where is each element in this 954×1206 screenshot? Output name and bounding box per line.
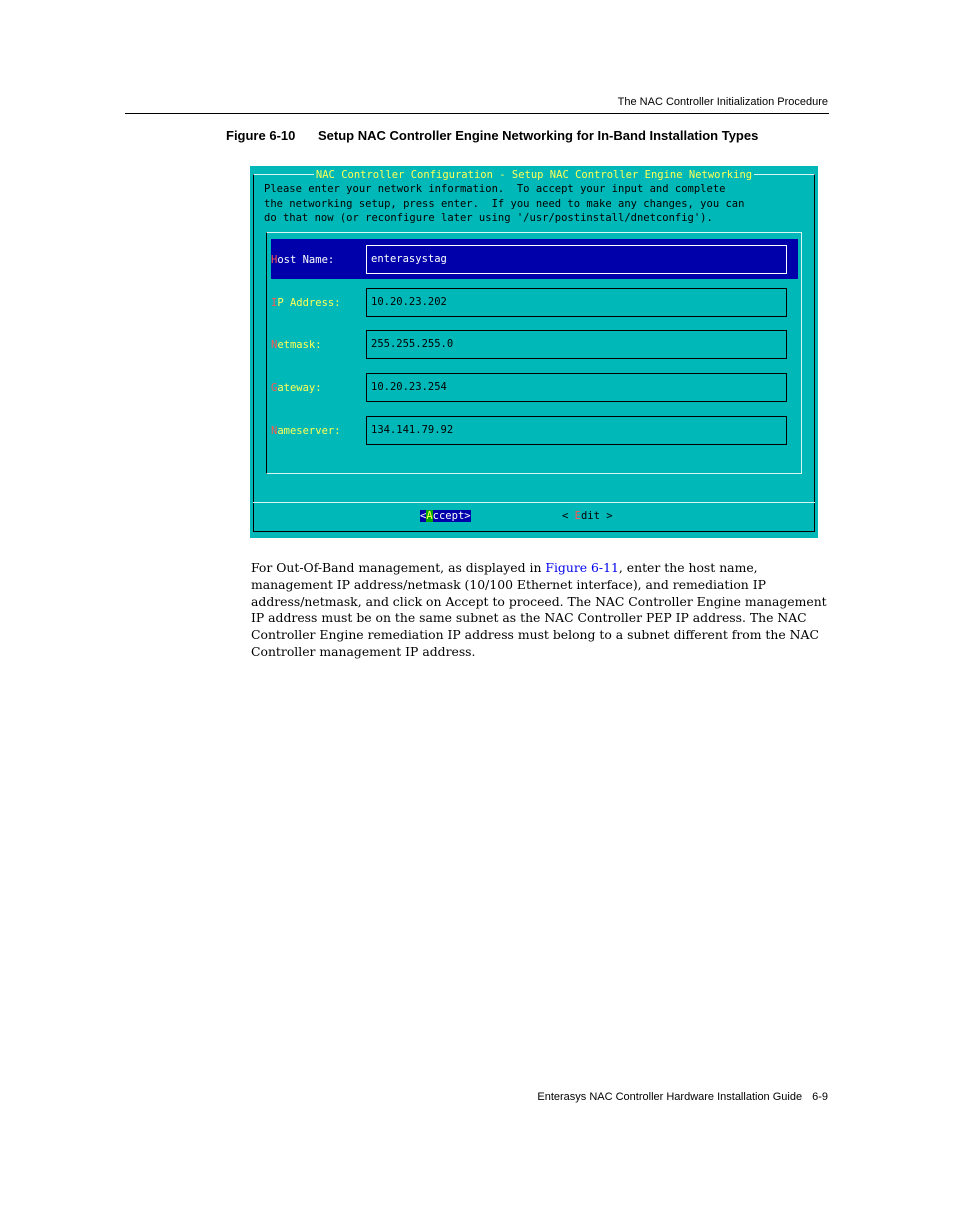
terminal-screenshot [250,166,818,538]
instruction-line: Please enter your network information. To accept your input and complete [264,183,726,195]
ip-address-label: IP Address: [271,297,341,309]
running-header: The NAC Controller Initialization Procedure [617,96,828,108]
header-rule [125,113,829,114]
nameserver-label: Nameserver: [271,425,341,437]
host-name-input[interactable]: enterasystag [366,245,787,274]
dialog-instructions [264,182,812,226]
instruction-line: do that now (or reconfigure later using '/usr/postinstall/dnetconfig'). [264,212,713,224]
ip-address-input[interactable]: 10.20.23.202 [366,288,787,317]
instruction-line: the networking setup, press enter. If you need to make any changes, you can [264,197,745,210]
nameserver-row[interactable] [271,410,798,450]
gateway-input[interactable]: 10.20.23.254 [366,373,787,402]
ip-address-row[interactable] [271,282,798,322]
netmask-row[interactable] [271,324,798,364]
page-footer [537,1091,828,1103]
guide-title: Enterasys NAC Controller Hardware Installation Guide [537,1091,803,1103]
network-form [266,232,802,474]
host-name-label: Host Name: [271,254,335,266]
figure-title: Setup NAC Controller Engine Networking for In-Band Installation Types [318,128,759,143]
accept-button[interactable]: <Accept> [420,510,471,522]
nameserver-input[interactable]: 134.141.79.92 [366,416,787,445]
dialog-title: NAC Controller Configuration - Setup NAC Controller Engine Networking [315,169,753,181]
body-paragraph: For Out-Of-Band management, as displayed in Figure 6-11, enter the host name, management IP address/netmask (10/100 Ethernet interface), and remediation IP address/netmask, and click on Accept to proceed. The NAC Controller Engine management IP address must be on the same subnet as the NAC Controller PEP IP address. The NAC Controller Engine remediation IP address must belong to a subnet different from the NAC Controller management IP address. [251,560,827,659]
figure-number: Figure 6-10 [226,128,296,143]
netmask-label: Netmask: [271,339,322,351]
page-number: 6-9 [812,1091,828,1103]
netmask-input[interactable]: 255.255.255.0 [366,330,787,359]
button-bar-divider [253,502,815,503]
figure-6-11-link[interactable]: Figure 6-11 [545,560,619,575]
edit-button[interactable]: < Edit > [562,510,613,522]
figure-caption [226,128,758,143]
gateway-row[interactable] [271,367,798,407]
host-name-row[interactable] [271,239,798,279]
gateway-label: Gateway: [271,382,322,394]
